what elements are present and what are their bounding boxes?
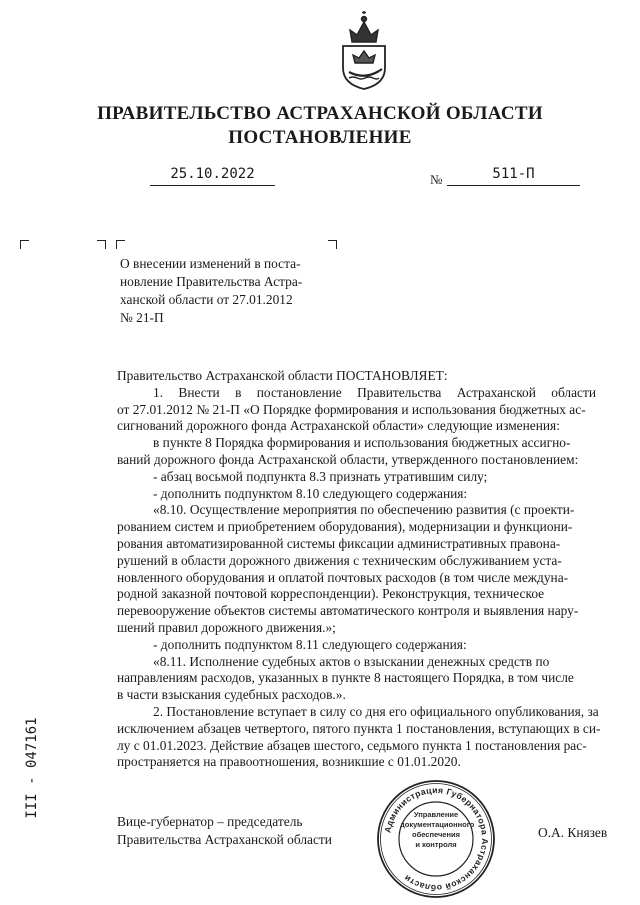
corner-mark [328,240,337,249]
body-line: в пункте 8 Порядка формирования и использования бюджетных ассигно- [153,435,571,451]
stamp-ring-text: Администрация Губернатора Астраханской области [382,784,491,894]
body-line: - дополнить подпунктом 8.10 следующего содержания: [153,485,468,501]
subject-line: ханской области от 27.01.2012 [120,292,293,307]
body-line: ваний дорожного фонда Астраханской области, утвержденного постановлением: [117,451,579,467]
coat-of-arms-icon [335,8,393,92]
document-date: 25.10.2022 [170,166,255,182]
corner-mark [116,240,125,249]
org-title: ПРАВИТЕЛЬСТВО АСТРАХАНСКОЙ ОБЛАСТИ [97,103,543,124]
body-line: - дополнить подпунктом 8.11 следующего содержания: [153,636,467,652]
body-line: от 27.01.2012 № 21-П «О Порядке формирования и использования бюджетных ас- [117,401,586,417]
body-line: - абзац восьмой подпункта 8.3 признать утратившим силу; [153,468,488,484]
number-label: № [430,172,443,187]
body-line: исключением абзацев четвертого, пятого пункта 1 постановления, вступающих в си- [117,720,601,736]
position-line: Правительства Астраханской области [117,831,332,847]
number-underline [447,185,580,186]
date-underline [150,185,275,186]
position-line: Вице-губернатор – председатель [117,814,303,829]
body-line: родной заказной почтовой корреспонденции). Реконструкция, техническое [117,586,545,602]
body-line: Правительство Астраханской области ПОСТАНОВЛЯЕТ: [117,368,448,383]
document-number: 511-П [492,166,535,182]
body-line: 1. Внести в постановление Правительства Астраханской области [153,384,597,400]
body-line: лу с 01.01.2023. Действие абзацев шестого, седьмого пункта 1 постановления рас- [117,737,587,753]
body-line: в части взыскания судебных расходов.». [117,687,346,703]
subject-line: № 21-П [120,310,164,325]
stamp-line: и контроля [415,840,457,849]
registration-code: III - 047161 [24,717,40,819]
stamp-line: обеспечения [411,830,460,839]
body-line: рованием систем и приобретением оборудования), модернизации и функциони- [117,519,573,535]
signatory-position [117,813,332,848]
document-subject [120,255,330,327]
stamp-line: Управление [413,810,459,819]
stamp-center-text [400,810,475,850]
body-line: перевооружение объектов системы автоматического контроля и выявления нару- [117,603,579,619]
body-line: «8.10. Осуществление мероприятия по обеспечению развития (с проекти- [153,502,575,518]
doc-type-title: ПОСТАНОВЛЕНИЕ [228,127,412,148]
body-line: рушений в области дорожного движения с техническим обслуживанием уста- [117,552,562,568]
body-line: новленного оборудования и оплатой почтовых расходов (в том числе междуна- [117,569,569,585]
body-line: 2. Постановление вступает в силу со дня его официального опубликования, за [153,703,599,719]
body-line: направлениям расходов, указанных в пункте 8 настоящего Порядка, в том числе [117,670,574,686]
corner-mark [97,240,106,249]
body-line: сигнований дорожного фонда Астраханской области» следующие изменения: [117,418,560,434]
signatory-name: О.А. Князев [538,825,608,840]
stamp-line: документационного [400,820,475,829]
body-line: рования автоматизированной системы фиксации административных правона- [117,535,561,551]
body-line: «8.11. Исполнение судебных актов о взыскании денежных средств по [153,653,550,669]
document-body [117,368,620,771]
body-line: шений правил дорожного движения.»; [117,619,336,635]
corner-mark [20,240,29,249]
body-line: пространяется на правоотношения, возникшие с 01.01.2020. [117,754,461,770]
subject-line: новление Правительства Астра- [120,274,303,289]
subject-line: О внесении изменений в поста- [120,256,301,271]
